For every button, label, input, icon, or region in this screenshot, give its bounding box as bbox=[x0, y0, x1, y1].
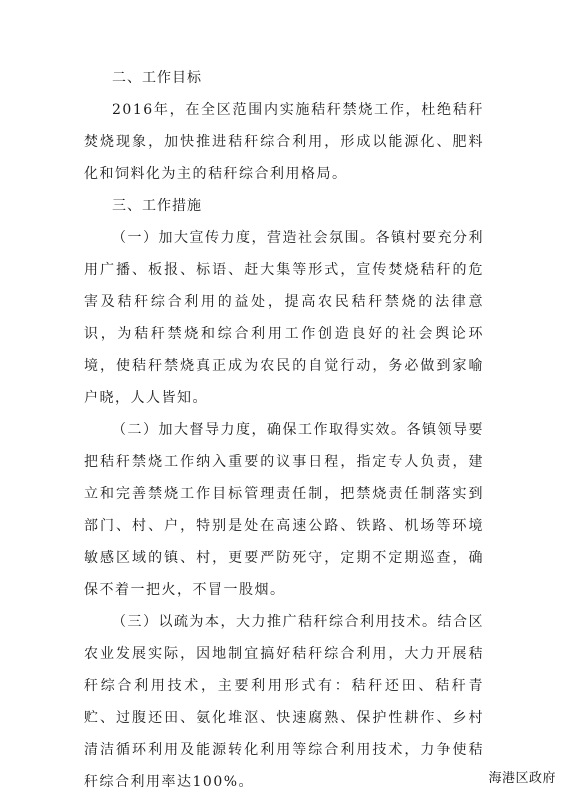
measure-two-paragraph: （二）加大督导力度，确保工作取得实效。各镇领导要把秸秆禁烧工作纳入重要的议事日程，指定专人负责，建立和完善禁烧工作目标管理责任制，把禁烧责任制落实到部门、村、户，特别是处在高速公路、铁路、机场等环境敏感区域的镇、村，更要严防死守，定期不定期巡查，确保不着一把火，不冒一股烟。 bbox=[84, 422, 484, 598]
document-body bbox=[84, 62, 484, 798]
watermark-label: 海港区政府 bbox=[488, 771, 556, 786]
measure-one-paragraph: （一）加大宣传力度，营造社会氛围。各镇村要充分利用广播、板报、标语、赶大集等形式，宣传焚烧秸秆的危害及秸秆综合利用的益处，提高农民秸秆禁烧的法律意识，为秸秆禁烧和综合利用工作创造良好的社会舆论环境，使秸秆禁烧真正成为农民的自觉行动，务必做到家喻户晓，人人皆知。 bbox=[84, 230, 484, 406]
section-two-paragraph: 2016年，在全区范围内实施秸秆禁烧工作，杜绝秸秆焚烧现象，加快推进秸秆综合利用，形成以能源化、肥料化和饲料化为主的秸秆综合利用格局。 bbox=[84, 102, 484, 182]
measure-three-paragraph: （三）以疏为本，大力推广秸秆综合利用技术。结合区农业发展实际，因地制宜搞好秸秆综合利用，大力开展秸秆综合利用技术，主要利用形式有：秸秆还田、秸秆青贮、过腹还田、氨化堆沤、快速腐熟、保护性耕作、乡村清洁循环利用及能源转化利用等综合利用技术，力争使秸秆综合利用率达100%。 bbox=[84, 614, 484, 790]
section-two-heading: 二、工作目标 bbox=[112, 70, 202, 86]
section-three-heading: 三、工作措施 bbox=[112, 198, 202, 214]
